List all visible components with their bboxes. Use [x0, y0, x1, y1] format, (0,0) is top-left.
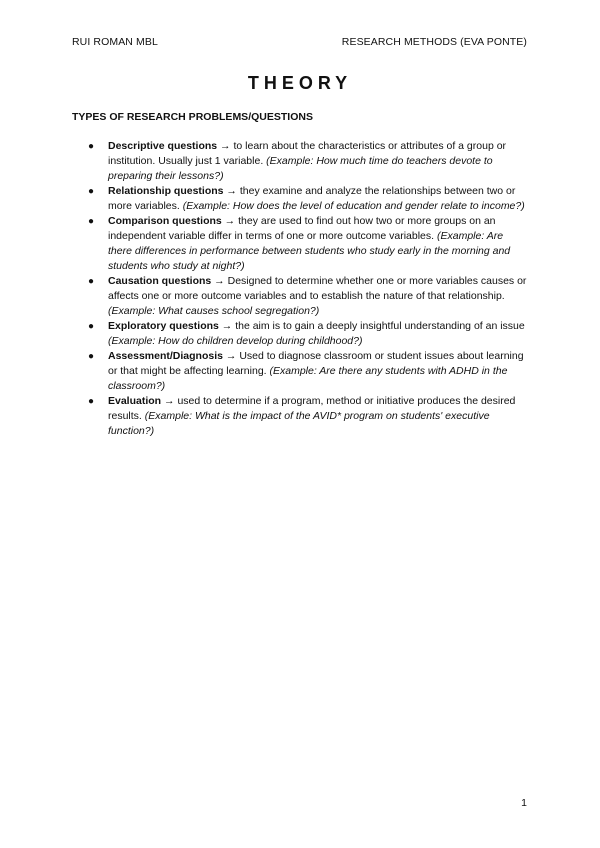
arrow-icon: → [222, 350, 240, 362]
list-item-example: (Example: How does the level of education and gender relate to income?) [182, 200, 525, 212]
list-item-term: Descriptive questions [108, 140, 218, 152]
list-item-text: to learn about the characteristics or attributes of a group or institution. Usually just 1 variable. [108, 140, 507, 167]
list-item-example: (Example: What is the impact of the AVID* program on students' executive function?) [108, 410, 490, 437]
list-item-causation [72, 274, 528, 319]
arrow-icon: → [217, 140, 234, 152]
arrow-icon: → [221, 215, 239, 227]
bullet-icon: ● [88, 141, 95, 152]
list-item-text: used to determine if a program, method or initiative produces the desired results. [108, 395, 516, 422]
list-item-term: Exploratory questions [108, 320, 219, 332]
list-item-text: they examine and analyze the relationships between two or more variables. [108, 185, 516, 212]
list-item-comparison [72, 214, 528, 274]
list-item-example: (Example: How do children develop during childhood?) [108, 335, 363, 347]
bullet-icon: ● [88, 186, 95, 197]
list-item-evaluation [72, 394, 528, 439]
list-item-relationship [72, 184, 528, 214]
list-item-exploratory [72, 319, 528, 349]
header-author: RUI ROMAN MBL [72, 36, 158, 48]
list-item-descriptive [72, 139, 528, 184]
list-item-term: Causation questions [108, 275, 212, 287]
bullet-icon: ● [88, 321, 95, 332]
list-item-text: the aim is to gain a deeply insightful understanding of an issue [235, 320, 525, 332]
bullet-icon: ● [88, 216, 95, 227]
list-item-example: (Example: Are there any students with ADHD in the classroom?) [108, 365, 508, 392]
arrow-icon: → [211, 275, 228, 287]
list-item-text: they are used to find out how two or more groups on an independent variable differ in terms of one or more outcome variables. [108, 215, 496, 242]
page-title: THEORY [247, 73, 353, 93]
list-item-text: Designed to determine whether one or more variables causes or affects one or more outcome variables and to establish the nature of that relationship. [108, 275, 527, 302]
arrow-icon: → [218, 320, 236, 332]
bullet-icon: ● [88, 396, 95, 407]
list-item-text: Used to diagnose classroom or student issues about learning or that might be affecting learning. [108, 350, 524, 377]
list-item-term: Evaluation [108, 395, 162, 407]
bullet-icon: ● [88, 276, 95, 287]
list-item-example: (Example: Are there differences in performance between students who study early in the morning and students who study at night?) [108, 230, 511, 272]
list-item-term: Comparison questions [108, 215, 222, 227]
arrow-icon: → [161, 395, 178, 407]
bullet-icon: ● [88, 351, 95, 362]
page-number: 1 [521, 797, 527, 809]
list-item-example: (Example: How much time do teachers devote to preparing their lessons?) [108, 155, 493, 182]
arrow-icon: → [223, 185, 240, 197]
header-course: RESEARCH METHODS (EVA PONTE) [341, 36, 527, 48]
section-heading: TYPES OF RESEARCH PROBLEMS/QUESTIONS [72, 111, 313, 123]
list-item-term: Relationship questions [108, 185, 224, 197]
list-item-assessment [72, 349, 528, 394]
question-types-list [72, 139, 528, 439]
list-item-term: Assessment/Diagnosis [108, 350, 223, 362]
list-item-example: (Example: What causes school segregation?) [108, 305, 320, 317]
